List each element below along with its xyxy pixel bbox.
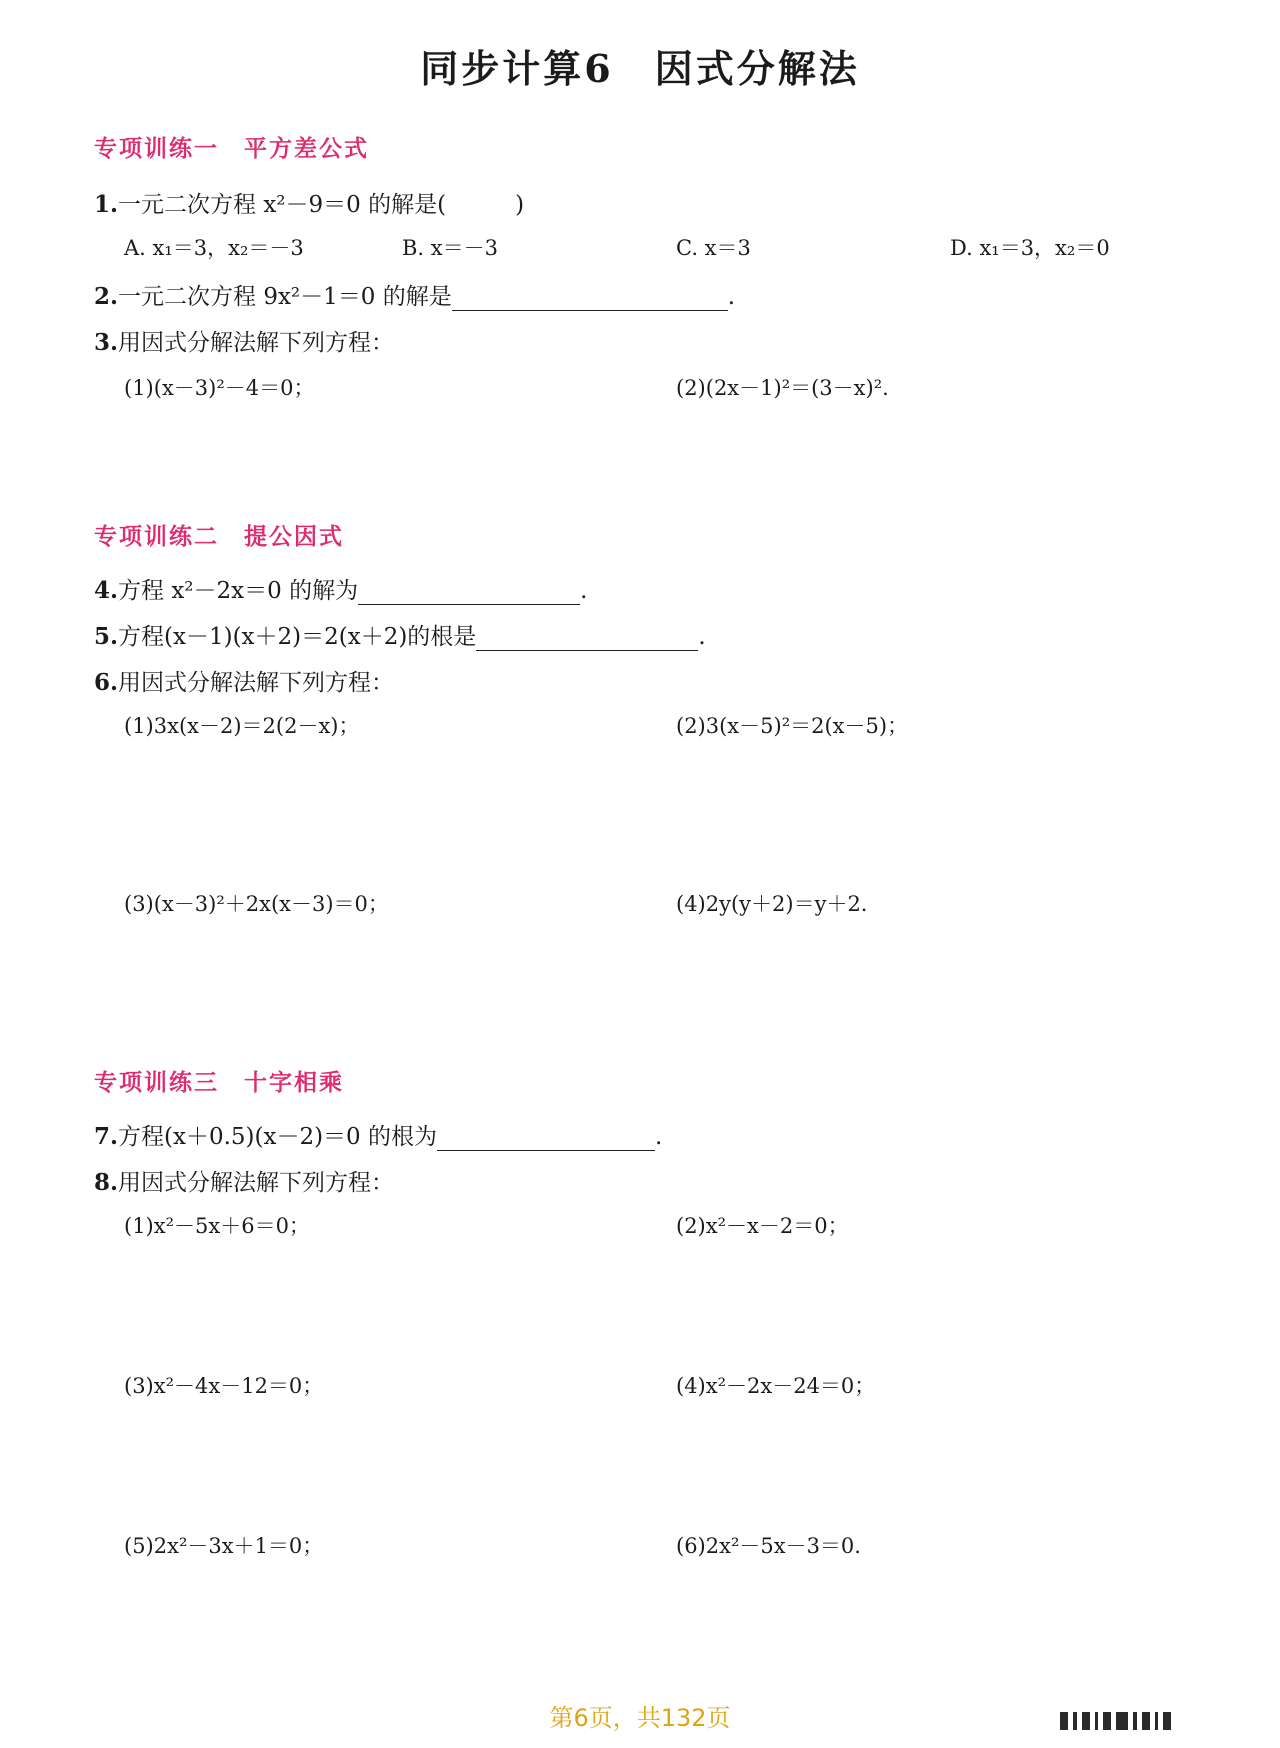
sub-question: (3)(x－3)²＋2x(x－3)＝0； bbox=[124, 892, 389, 916]
sub-question: (3)x²－4x－12＝0； bbox=[124, 1374, 324, 1398]
question-5 bbox=[94, 618, 706, 651]
question-text: 方程(x＋0.5)(x－2)＝0 的根为 bbox=[118, 1124, 438, 1150]
answer-blank[interactable] bbox=[437, 1124, 655, 1151]
question-text: 用因式分解法解下列方程： bbox=[118, 670, 395, 696]
sub-question: (2)x²－x－2＝0； bbox=[676, 1214, 849, 1238]
question-text: 一元二次方程 9x²－1＝0 的解是 bbox=[118, 284, 452, 310]
section-heading: 专项训练二 提公因式 bbox=[94, 524, 344, 550]
sub-question: (6)2x²－5x－3＝0. bbox=[676, 1534, 861, 1558]
question-number: 7. bbox=[94, 1123, 119, 1150]
option-a: A. x₁＝3，x₂＝－3 bbox=[124, 236, 304, 260]
question-text: 用因式分解法解下列方程： bbox=[118, 1170, 395, 1196]
period: . bbox=[655, 1124, 663, 1150]
page-title: 同步计算6 因式分解法 bbox=[420, 46, 860, 91]
sub-question: (1)3x(x－2)＝2(2－x)； bbox=[124, 714, 360, 738]
option-b: B. x＝－3 bbox=[402, 236, 498, 260]
barcode-decoration bbox=[1060, 1712, 1171, 1732]
sub-question: (1)x²－5x＋6＝0； bbox=[124, 1214, 310, 1238]
option-d: D. x₁＝3，x₂＝0 bbox=[950, 236, 1110, 260]
question-text: 方程(x－1)(x＋2)＝2(x＋2)的根是 bbox=[118, 624, 477, 650]
section-heading: 专项训练三 十字相乘 bbox=[94, 1070, 344, 1096]
question-3 bbox=[94, 324, 394, 357]
question-number: 3. bbox=[94, 329, 119, 356]
question-number: 8. bbox=[94, 1169, 119, 1196]
question-text: 一元二次方程 x²－9＝0 的解是( ) bbox=[118, 192, 525, 218]
question-number: 6. bbox=[94, 669, 119, 696]
question-7 bbox=[94, 1118, 662, 1151]
question-text: 方程 x²－2x＝0 的解为 bbox=[118, 578, 359, 604]
question-number: 1. bbox=[94, 191, 119, 218]
question-4 bbox=[94, 572, 587, 605]
answer-blank[interactable] bbox=[452, 284, 728, 311]
question-6 bbox=[94, 664, 394, 697]
page-footer: 第6页，共132页 bbox=[549, 1704, 731, 1732]
question-8 bbox=[94, 1164, 394, 1197]
sub-question: (2)3(x－5)²＝2(x－5)； bbox=[676, 714, 909, 738]
question-1 bbox=[94, 186, 524, 219]
sub-question: (4)x²－2x－24＝0； bbox=[676, 1374, 876, 1398]
question-number: 5. bbox=[94, 623, 119, 650]
answer-blank[interactable] bbox=[358, 578, 580, 605]
section-heading: 专项训练一 平方差公式 bbox=[94, 136, 369, 162]
sub-question: (5)2x²－3x＋1＝0； bbox=[124, 1534, 324, 1558]
question-text: 用因式分解法解下列方程： bbox=[118, 330, 395, 356]
question-number: 4. bbox=[94, 577, 119, 604]
sub-question: (1)(x－3)²－4＝0； bbox=[124, 376, 315, 400]
option-c: C. x＝3 bbox=[676, 236, 751, 260]
period: . bbox=[698, 624, 706, 650]
question-2 bbox=[94, 278, 735, 311]
period: . bbox=[727, 284, 736, 310]
period: . bbox=[580, 578, 588, 604]
question-number: 2. bbox=[94, 283, 119, 310]
sub-question: (2)(2x－1)²＝(3－x)². bbox=[676, 376, 889, 400]
sub-question: (4)2y(y＋2)＝y＋2. bbox=[676, 892, 868, 916]
answer-blank[interactable] bbox=[476, 624, 698, 651]
